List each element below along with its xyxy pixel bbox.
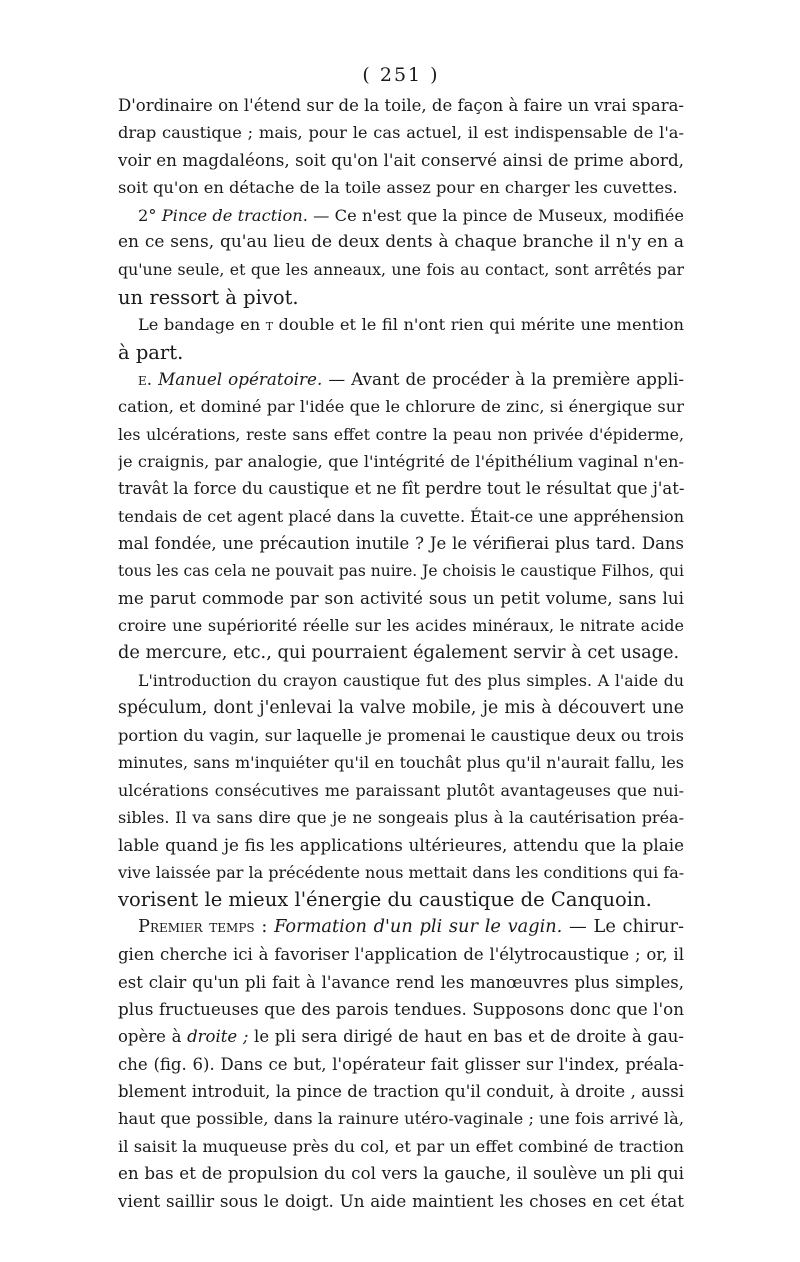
line-text: L'introduction du crayon caustique fut des plus simples. A l'aide du [138, 671, 684, 691]
line-text: tendais de cet agent placé dans la cuvette. Était-ce une appréhension [118, 506, 684, 526]
page-number: ( 251 ) [362, 64, 440, 86]
line-text: 2° [138, 205, 162, 225]
text-line [118, 503, 684, 530]
text-line [118, 777, 684, 804]
text-line [118, 530, 684, 557]
italic-text: Formation d'un pli sur le vagin. [274, 916, 563, 937]
line-text: sibles. Il va sans dire que je ne songeais plus à la cautérisation préa- [118, 808, 684, 828]
line-text: en ce sens, qu'au lieu de deux dents à chaque branche il n'y en a [118, 231, 684, 252]
line-text: minutes, sans m'inquiéter qu'il en touchât plus qu'il n'aurait fallu, les [118, 753, 684, 773]
text-line [118, 722, 684, 749]
line-text: vient saillir sous le doigt. Un aide maintient les choses en cet état [118, 1190, 684, 1211]
text-line [118, 448, 684, 475]
line-text: lable quand je fis les applications ultérieures, attendu que la plaie [118, 834, 684, 855]
text-line [118, 585, 684, 612]
text-line [118, 969, 684, 996]
text-line [118, 366, 684, 393]
text-line [118, 475, 684, 502]
line-text: croire une supériorité réelle sur les acides minéraux, le nitrate acide [118, 616, 684, 636]
small-caps-text: e. [138, 368, 153, 389]
text-line [118, 1023, 684, 1050]
text-line [118, 339, 684, 366]
line-text: les ulcérations, reste sans effet contre la peau non privée d'épiderme, [118, 424, 684, 444]
line-text: drap caustique ; mais, pour le cas actuel, il est indispensable de l'a- [118, 123, 684, 143]
text-line [118, 119, 684, 146]
text-line [118, 311, 684, 338]
line-text: travât la force du caustique et ne fît perdre tout le résultat que j'at- [118, 479, 684, 499]
text-line [118, 202, 684, 229]
line-text: vorisent le mieux l'énergie du caustique de Canquoin. [118, 888, 652, 912]
text-line [118, 174, 684, 201]
line-text: il saisit la muqueuse près du col, et par un effet combiné de traction [118, 1136, 684, 1156]
text-line [118, 914, 684, 941]
line-text: : [254, 916, 275, 937]
line-text: Le bandage en [138, 315, 266, 335]
book-page [118, 58, 684, 1215]
line-text: opère à [118, 1027, 188, 1047]
line-text: gien cherche ici à favoriser l'application de l'élytrocaustique ; or, il [118, 945, 684, 965]
text-line [118, 256, 684, 283]
line-text: — Avant de procéder à la première appli- [322, 368, 684, 389]
text-line [118, 996, 684, 1023]
text-line [118, 804, 684, 831]
line-text: voir en magdaléons, soit qu'on l'ait conservé ainsi de prime abord, [118, 149, 684, 170]
italic-text: Manuel opératoire. [152, 368, 323, 389]
line-text: plus fructueuses que des parois tendues. Supposons donc que l'on [118, 998, 684, 1019]
line-text: double et le fil n'ont rien qui mérite une mention [273, 315, 684, 335]
line-text: me parut commode par son activité sous un petit volume, sans lui [118, 588, 684, 609]
line-text: cation, et dominé par l'idée que le chlorure de zinc, si énergique sur [118, 397, 684, 417]
line-text: un ressort à pivot. [118, 285, 299, 309]
small-caps-text: t [265, 315, 274, 335]
line-text: vive laissée par la précédente nous mettait dans les conditions qui fa- [118, 862, 684, 882]
line-text: blement introduit, la pince de traction qu'il conduit, à droite , aussi [118, 1082, 684, 1102]
line-text: haut que possible, dans la rainure utéro-vaginale ; une fois arrivé là, [118, 1109, 684, 1129]
text-line [118, 1188, 684, 1215]
line-text: en bas et de propulsion du col vers la gauche, il soulève un pli qui [118, 1163, 684, 1184]
line-text: portion du vagin, sur laquelle je promenai le caustique deux ou trois [118, 725, 684, 745]
line-text: mal fondée, une précaution inutile ? Je le vérifierai plus tard. Dans [118, 534, 684, 554]
line-text: — Ce n'est que la pince de Museux, modifiée [307, 205, 684, 225]
line-text: tous les cas cela ne pouvait pas nuire. Je choisis le caustique Filhos, qui [118, 561, 684, 580]
text-line [118, 667, 684, 694]
body-text [118, 92, 684, 1215]
text-line [118, 147, 684, 174]
text-line [118, 1160, 684, 1187]
line-text: ulcérations consécutives me paraissant plutôt avantageuses que nui- [118, 780, 684, 800]
text-line [118, 421, 684, 448]
text-line [118, 92, 684, 119]
line-text: qu'une seule, et que les anneaux, une fois au contact, sont arrêtés par [118, 260, 684, 280]
text-line [118, 393, 684, 420]
line-text: est clair qu'un pli fait à l'avance rend les manœuvres plus simples, [118, 972, 684, 992]
text-line [118, 229, 684, 256]
text-line [118, 640, 684, 667]
italic-text: Pince de traction. [161, 205, 308, 225]
line-text: spéculum, dont j'enlevai la valve mobile, je mis à découvert une [118, 697, 684, 718]
text-line [118, 859, 684, 886]
text-line [118, 749, 684, 776]
line-text: à part. [118, 340, 184, 364]
text-line [118, 1133, 684, 1160]
line-text: je craignis, par analogie, que l'intégrité de l'épithélium vaginal n'en- [118, 452, 684, 472]
line-text: le pli sera dirigé de haut en bas et de droite à gau- [248, 1027, 684, 1047]
text-line [118, 886, 684, 913]
text-line [118, 941, 684, 968]
line-text: che (fig. 6). Dans ce but, l'opérateur fait glisser sur l'index, préala- [118, 1054, 684, 1074]
text-line [118, 695, 684, 722]
text-line [118, 612, 684, 639]
small-caps-text: Premier temps [138, 916, 255, 937]
text-line [118, 284, 684, 311]
line-text: de mercure, etc., qui pourraient également servir à cet usage. [118, 642, 680, 663]
text-line [118, 1105, 684, 1132]
italic-text: droite ; [187, 1027, 249, 1047]
line-text: D'ordinaire on l'étend sur de la toile, de façon à faire un vrai spara- [118, 96, 684, 115]
text-line [118, 1078, 684, 1105]
text-line [118, 558, 684, 585]
line-text: — Le chirur- [562, 916, 684, 937]
line-text: soit qu'on en détache de la toile assez pour en charger les cuvettes. [118, 178, 678, 198]
text-line [118, 1051, 684, 1078]
text-line [118, 832, 684, 859]
